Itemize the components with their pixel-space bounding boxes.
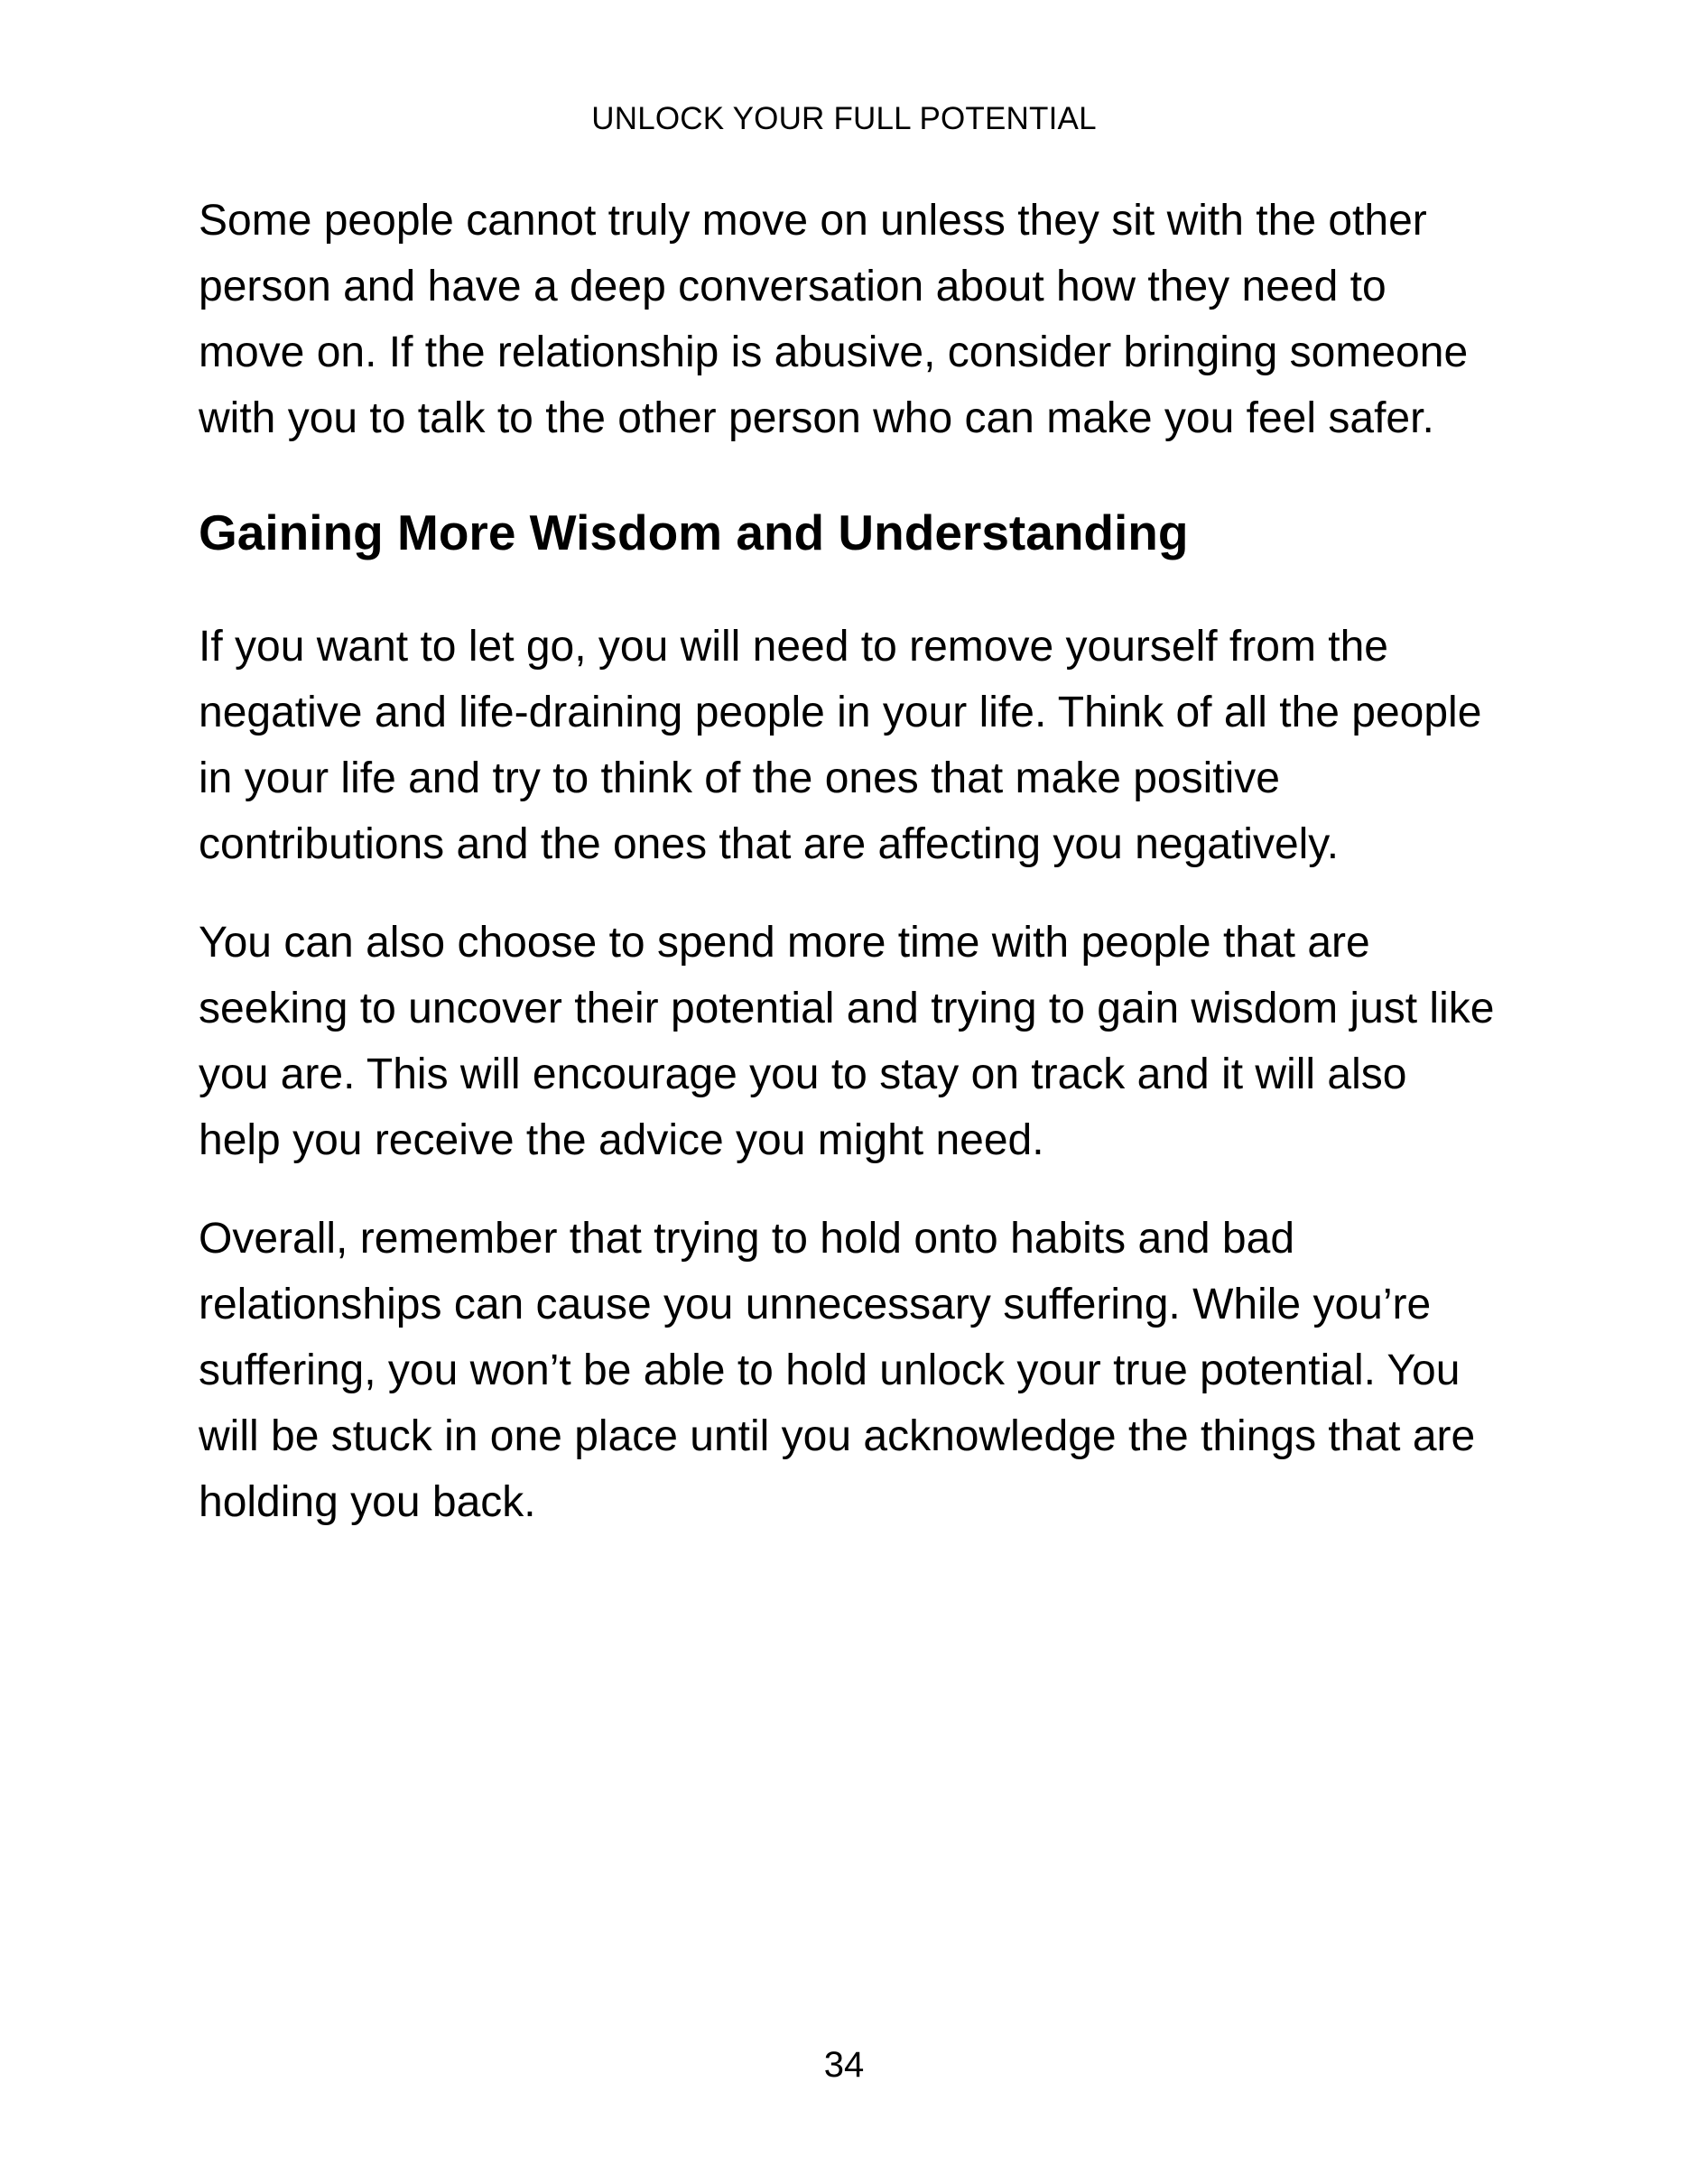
page-content bbox=[199, 188, 1498, 1535]
body-paragraph-1: If you want to let go, you will need to remove yourself from the negative and life-draining people in your life. Think of all the people in your life and try to think of the ones that make positive contributions and the ones that are affecting you negatively. bbox=[199, 623, 1482, 868]
body-paragraph-3: Overall, remember that trying to hold onto habits and bad relationships can cause you unnecessary suffering. While you’re suffering, you won’t be able to hold unlock your true potential. You will be stuck in one place until you acknowledge the things that are holding you back. bbox=[199, 1215, 1476, 1526]
body-paragraph-2: You can also choose to spend more time with people that are seeking to uncover their potential and trying to gain wisdom just like you are. This will encourage you to stay on track and it will also help you receive the advice you might need. bbox=[199, 919, 1495, 1164]
section-heading: Gaining More Wisdom and Understanding bbox=[199, 504, 1189, 560]
running-header: UNLOCK YOUR FULL POTENTIAL bbox=[591, 101, 1097, 136]
page-number: 34 bbox=[823, 2045, 865, 2085]
intro-paragraph: Some people cannot truly move on unless they sit with the other person and have a deep conversation about how they need to move on. If the relationship is abusive, consider bringing someone with you to talk to the other person who can make you feel safer. bbox=[199, 197, 1469, 442]
